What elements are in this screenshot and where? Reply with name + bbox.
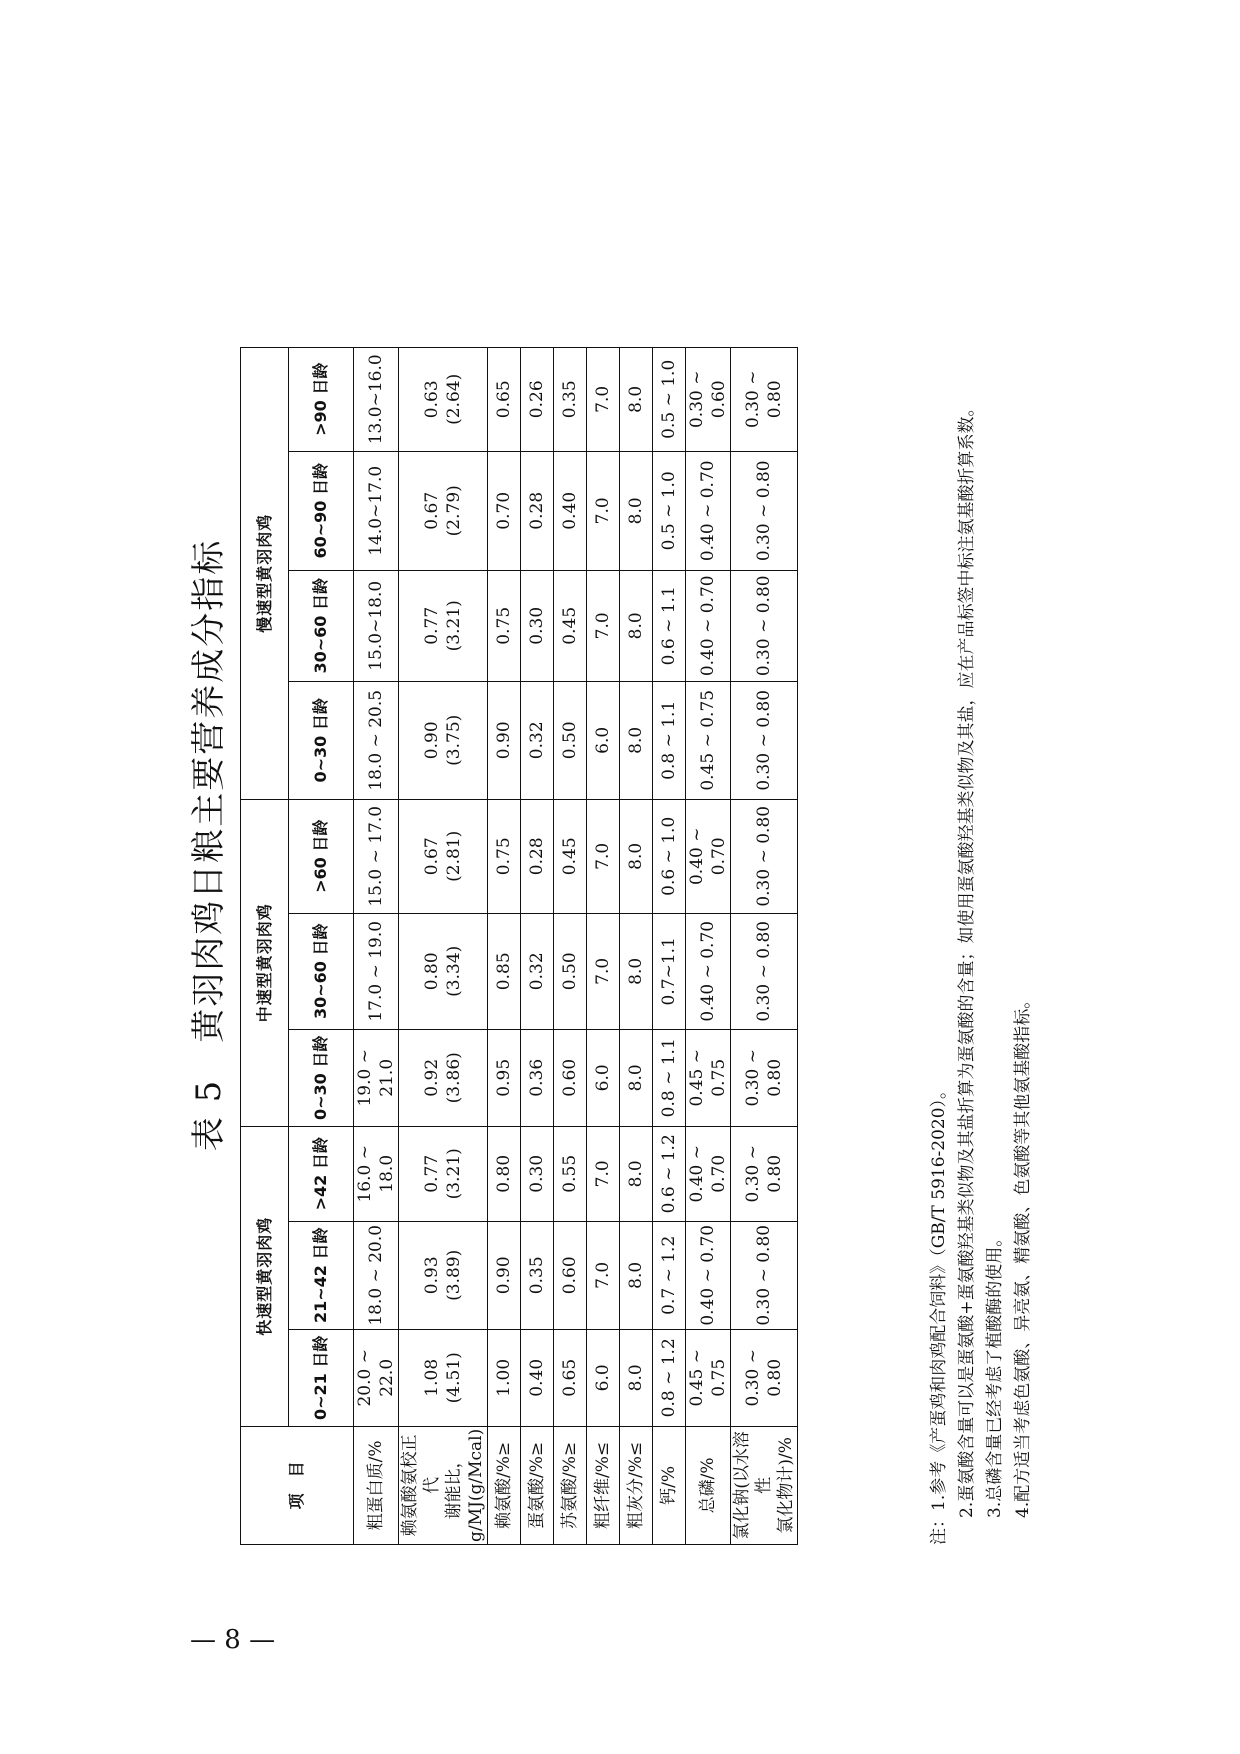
age-header: 0~30 日龄 <box>289 681 354 799</box>
table-cell: 0.40 ~ 0.70 <box>686 913 731 1029</box>
age-header: 30~60 日龄 <box>289 570 354 681</box>
row-label-line: 氯化物计)/% <box>776 1437 796 1534</box>
row-label-line: 谢能比， <box>444 1451 464 1520</box>
age-header: 21~42 日龄 <box>289 1221 354 1329</box>
cell-value: 0.63 <box>422 380 442 419</box>
table-cell: 0.45 ~ 0.75 <box>686 1029 731 1126</box>
table-cell: 15.0 ~ 17.0 <box>354 799 399 913</box>
note-line: 2.蛋氨酸含量可以是蛋氨酸+蛋氨酸羟基类似物及其盐折算为蛋氨酸的含量；如使用蛋氨酸羟基类似物及其盐，应在产品标签中标注氨基酸折算系数。 <box>957 399 977 1518</box>
table-cell: 6.0 <box>587 1029 620 1126</box>
table-cell: 0.30 ~ 0.80 <box>731 1126 798 1221</box>
table-cell <box>399 451 488 570</box>
note-line: 3.总磷含量已经考虑了植酸酶的使用。 <box>985 1229 1005 1518</box>
table-cell: 20.0 ~ 22.0 <box>354 1329 399 1426</box>
row-label-line: 氯化钠(以水溶性 <box>732 1431 774 1540</box>
table-cell <box>399 1221 488 1329</box>
table-cell: 0.30 ~ 0.80 <box>731 799 798 913</box>
table-row <box>554 347 587 1544</box>
table-cell: 0.30 ~ 0.60 <box>686 347 731 451</box>
table-cell: 0.90 <box>488 1221 521 1329</box>
table-cell: 8.0 <box>620 1126 653 1221</box>
table-cell: 0.75 <box>488 799 521 913</box>
table-cell: 8.0 <box>620 681 653 799</box>
table-cell: 0.7~1.1 <box>653 913 686 1029</box>
cell-subvalue: (3.21) <box>444 600 464 652</box>
item-header: 项 目 <box>241 1426 354 1544</box>
table-cell: 0.40 ~ 0.70 <box>686 799 731 913</box>
group-header-row <box>241 347 289 1544</box>
cell-subvalue: (3.89) <box>444 1249 464 1301</box>
table-cell: 7.0 <box>587 570 620 681</box>
table-cell: 8.0 <box>620 913 653 1029</box>
table-cell: 0.6 ~ 1.1 <box>653 570 686 681</box>
table-cell: 0.30 ~ 0.80 <box>731 681 798 799</box>
table-cell: 0.5 ~ 1.0 <box>653 451 686 570</box>
table-cell: 1.00 <box>488 1329 521 1426</box>
table-cell: 7.0 <box>587 799 620 913</box>
age-header: 0~21 日龄 <box>289 1329 354 1426</box>
row-label: 钙/% <box>653 1426 686 1544</box>
row-label: 粗灰分/%≤ <box>620 1426 653 1544</box>
group-fast: 快速型黄羽肉鸡 <box>241 1126 289 1426</box>
table-cell: 0.40 <box>521 1329 554 1426</box>
group-slow: 慢速型黄羽肉鸡 <box>241 347 289 799</box>
table-cell: 14.0~17.0 <box>354 451 399 570</box>
table-cell: 7.0 <box>587 451 620 570</box>
cell-value: 0.80 <box>422 952 442 991</box>
table-cell: 0.35 <box>554 347 587 451</box>
table-cell: 0.8 ~ 1.2 <box>653 1329 686 1426</box>
table-cell: 0.32 <box>521 681 554 799</box>
table-row <box>620 347 653 1544</box>
cell-subvalue: (3.75) <box>444 714 464 766</box>
row-label-line: 赖氨酸氨校正代 <box>400 1434 442 1537</box>
table-cell: 0.45 <box>554 570 587 681</box>
age-header: 0~30 日龄 <box>289 1029 354 1126</box>
table-row <box>587 347 620 1544</box>
table-cell: 8.0 <box>620 799 653 913</box>
table-cell: 7.0 <box>587 347 620 451</box>
table-cell: 0.95 <box>488 1029 521 1126</box>
table-cell <box>399 681 488 799</box>
table-cell: 0.80 <box>488 1126 521 1221</box>
table-cell: 0.5 ~ 1.0 <box>653 347 686 451</box>
cell-subvalue: (2.81) <box>444 830 464 882</box>
age-header: 60~90 日龄 <box>289 451 354 570</box>
cell-value: 0.93 <box>422 1256 442 1295</box>
age-header: >42 日龄 <box>289 1126 354 1221</box>
row-label: 粗蛋白质/% <box>354 1426 399 1544</box>
cell-value: 1.08 <box>422 1358 442 1397</box>
table-cell: 0.28 <box>521 451 554 570</box>
table-cell: 8.0 <box>620 347 653 451</box>
cell-value: 0.92 <box>422 1058 442 1097</box>
cell-value: 0.67 <box>422 491 442 530</box>
table-cell: 19.0 ~ 21.0 <box>354 1029 399 1126</box>
table-cell: 0.36 <box>521 1029 554 1126</box>
row-label: 赖氨酸/%≥ <box>488 1426 521 1544</box>
table-cell: 0.28 <box>521 799 554 913</box>
table-notes <box>925 145 1037 1545</box>
table-cell: 18.0 ~ 20.0 <box>354 1221 399 1329</box>
table-cell: 6.0 <box>587 1329 620 1426</box>
table-row <box>686 347 731 1544</box>
table-cell: 0.40 ~ 0.70 <box>686 570 731 681</box>
table-cell: 0.85 <box>488 913 521 1029</box>
table-cell: 0.30 ~ 0.80 <box>731 1221 798 1329</box>
note-line: 注：1.参考《产蛋鸡和肉鸡配合饲料》（GB/T 5916-2020）。 <box>929 1081 949 1545</box>
table-cell: 0.45 <box>554 799 587 913</box>
row-label: 总磷/% <box>686 1426 731 1544</box>
table-cell: 0.55 <box>554 1126 587 1221</box>
age-header: >60 日龄 <box>289 799 354 913</box>
note-line: 4.配方适当考虑色氨酸、异亮氨、精氨酸、色氨酸等其他氨基酸指标。 <box>1013 991 1033 1518</box>
table-cell: 0.30 ~ 0.80 <box>731 570 798 681</box>
table-cell: 0.8 ~ 1.1 <box>653 1029 686 1126</box>
row-label <box>731 1426 798 1544</box>
table-cell: 0.50 <box>554 913 587 1029</box>
age-header: 30~60 日龄 <box>289 913 354 1029</box>
table-cell <box>399 570 488 681</box>
table-cell: 0.7 ~ 1.2 <box>653 1221 686 1329</box>
cell-value: 0.77 <box>422 1154 442 1193</box>
table-cell <box>399 1126 488 1221</box>
table-cell: 0.50 <box>554 681 587 799</box>
table-cell: 0.30 <box>521 1126 554 1221</box>
row-label: 苏氨酸/%≥ <box>554 1426 587 1544</box>
table-cell: 0.6 ~ 1.0 <box>653 799 686 913</box>
table-cell: 0.30 ~ 0.80 <box>731 913 798 1029</box>
table-cell: 0.30 <box>521 570 554 681</box>
table-cell <box>399 347 488 451</box>
row-label: 粗纤维/%≤ <box>587 1426 620 1544</box>
table-cell: 6.0 <box>587 681 620 799</box>
table-cell: 0.45 ~ 0.75 <box>686 1329 731 1426</box>
cell-subvalue: (3.21) <box>444 1148 464 1200</box>
table-row <box>399 347 488 1544</box>
table-cell: 8.0 <box>620 1029 653 1126</box>
table-cell: 0.6 ~ 1.2 <box>653 1126 686 1221</box>
nutrition-table <box>240 347 798 1545</box>
table-row <box>488 347 521 1544</box>
cell-value: 0.67 <box>422 837 442 876</box>
table-cell: 0.75 <box>488 570 521 681</box>
table-cell: 7.0 <box>587 913 620 1029</box>
table-cell: 0.30 ~ 0.80 <box>731 347 798 451</box>
table-cell: 0.60 <box>554 1221 587 1329</box>
table-cell: 0.65 <box>488 347 521 451</box>
table-cell: 0.40 ~ 0.70 <box>686 451 731 570</box>
table-cell: 0.35 <box>521 1221 554 1329</box>
table-cell: 0.90 <box>488 681 521 799</box>
page-number: — 8 — <box>190 1625 276 1655</box>
table-cell: 0.40 ~ 0.70 <box>686 1221 731 1329</box>
table-cell: 8.0 <box>620 1329 653 1426</box>
table-cell: 15.0~18.0 <box>354 570 399 681</box>
table-cell: 18.0 ~ 20.5 <box>354 681 399 799</box>
table-cell: 0.26 <box>521 347 554 451</box>
cell-value: 0.90 <box>422 721 442 760</box>
cell-subvalue: (2.64) <box>444 373 464 425</box>
table-cell: 0.30 ~ 0.80 <box>731 1329 798 1426</box>
table-row <box>354 347 399 1544</box>
table-row <box>521 347 554 1544</box>
row-label: 蛋氨酸/%≥ <box>521 1426 554 1544</box>
table-cell: 0.30 ~ 0.80 <box>731 451 798 570</box>
cell-subvalue: (2.79) <box>444 485 464 537</box>
table-cell: 7.0 <box>587 1126 620 1221</box>
table-cell: 0.40 ~ 0.70 <box>686 1126 731 1221</box>
table-cell: 0.45 ~ 0.75 <box>686 681 731 799</box>
table-cell: 0.8 ~ 1.1 <box>653 681 686 799</box>
table-cell: 13.0~16.0 <box>354 347 399 451</box>
age-header: >90 日龄 <box>289 347 354 451</box>
table-cell <box>399 913 488 1029</box>
table-cell <box>399 1329 488 1426</box>
cell-value: 0.77 <box>422 606 442 645</box>
cell-subvalue: (4.51) <box>444 1352 464 1404</box>
table-cell: 0.70 <box>488 451 521 570</box>
cell-subvalue: (3.86) <box>444 1052 464 1104</box>
table-cell: 8.0 <box>620 451 653 570</box>
table-cell: 0.65 <box>554 1329 587 1426</box>
table-cell: 8.0 <box>620 570 653 681</box>
row-label-line: g/MJ(g/Mcal) <box>466 1428 486 1542</box>
table-cell: 0.60 <box>554 1029 587 1126</box>
table-cell <box>399 1029 488 1126</box>
table-cell: 0.30 ~ 0.80 <box>731 1029 798 1126</box>
table-cell: 17.0 ~ 19.0 <box>354 913 399 1029</box>
table-title: 表 5 黄羽肉鸡日粮主要营养成分指标 <box>189 538 229 1152</box>
table-cell: 0.32 <box>521 913 554 1029</box>
age-header-row <box>289 347 354 1544</box>
table-cell <box>399 799 488 913</box>
table-cell: 7.0 <box>587 1221 620 1329</box>
table-row <box>731 347 798 1544</box>
cell-subvalue: (3.34) <box>444 945 464 997</box>
table-row <box>653 347 686 1544</box>
rotated-page <box>185 145 1085 1545</box>
group-medium: 中速型黄羽肉鸡 <box>241 799 289 1126</box>
table-cell: 8.0 <box>620 1221 653 1329</box>
row-label <box>399 1426 488 1544</box>
table-cell: 0.40 <box>554 451 587 570</box>
table-cell: 16.0 ~ 18.0 <box>354 1126 399 1221</box>
